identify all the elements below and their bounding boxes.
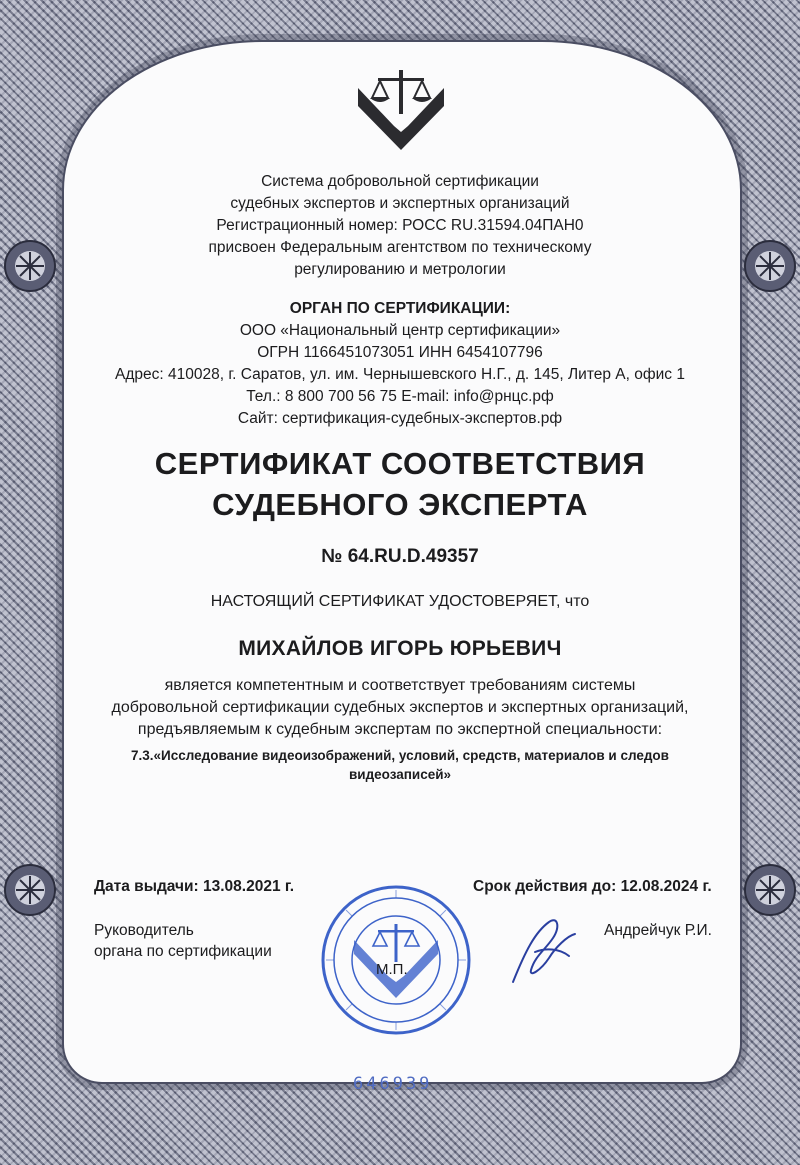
- certification-body-contacts: Тел.: 8 800 700 56 75 E-mail: info@рнцс.рф: [246, 388, 554, 405]
- statement-line-3: предъявляемым к судебным экспертам по экспертной специальности:: [137, 721, 663, 738]
- scales-logo-icon: [356, 66, 446, 150]
- specialty-line-2: видеозаписей»: [348, 767, 452, 782]
- issuer-line-4: присвоен Федеральным агентством по техническому: [208, 239, 592, 256]
- certification-body-name: ООО «Национальный центр сертификации»: [239, 322, 561, 339]
- issue-date: Дата выдачи: 13.08.2021 г.: [94, 878, 295, 895]
- stamp-place-label: М.П.: [376, 961, 408, 978]
- certifies-statement: НАСТОЯЩИЙ СЕРТИФИКАТ УДОСТОВЕРЯЕТ, что: [210, 593, 590, 610]
- registration-number: Регистрационный номер: РОСС RU.31594.04ПАН0: [216, 217, 584, 234]
- signature-mark: [505, 912, 585, 992]
- serial-number: 646939: [353, 1074, 433, 1094]
- issuer-line-1: Система добровольной сертификации: [261, 173, 539, 190]
- certification-body-address: Адрес: 410028, г. Саратов, ул. им. Чернышевского Н.Г., д. 145, Литер А, офис 1: [115, 366, 685, 383]
- statement-line-2: добровольной сертификации судебных экспертов и экспертных организаций,: [111, 699, 689, 716]
- head-title-line-2: органа по сертификации: [94, 943, 272, 960]
- certification-body-ids: ОГРН 1166451073051 ИНН 6454107796: [257, 344, 543, 361]
- statement-line-1: является компетентным и соответствует требованиям системы: [164, 677, 636, 694]
- valid-until: Срок действия до: 12.08.2024 г.: [473, 878, 712, 895]
- rosette-icon-right-bottom: [742, 862, 798, 918]
- signatory-name: Андрейчук Р.И.: [604, 922, 712, 939]
- certification-body-site: Сайт: сертификация-судебных-экспертов.рф: [237, 410, 563, 427]
- certificate-number: № 64.RU.D.49357: [321, 546, 479, 567]
- specialty-line-1: 7.3.«Исследование видеоизображений, условий, средств, материалов и следов: [131, 748, 669, 763]
- head-title-line-1: Руководитель: [94, 922, 194, 939]
- issuer-line-2: судебных экспертов и экспертных организаций: [230, 195, 570, 212]
- certificate-title-line-2: СУДЕБНОГО ЭКСПЕРТА: [212, 487, 588, 522]
- issuer-line-5: регулированию и метрологии: [294, 261, 506, 278]
- rosette-icon-left-bottom: [2, 862, 58, 918]
- certificate-title-line-1: СЕРТИФИКАТ СООТВЕТСТВИЯ: [154, 446, 646, 481]
- holder-name: МИХАЙЛОВ ИГОРЬ ЮРЬЕВИЧ: [238, 637, 562, 660]
- certification-body-heading: ОРГАН ПО СЕРТИФИКАЦИИ:: [289, 300, 511, 317]
